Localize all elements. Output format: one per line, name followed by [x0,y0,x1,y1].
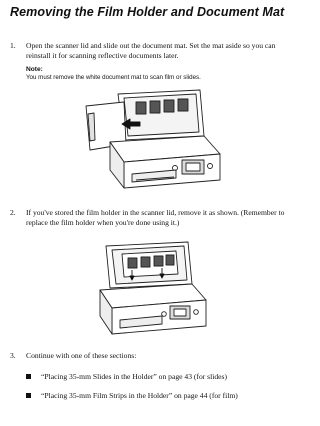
step-3-text: Continue with one of these sections: [26,351,137,360]
section-link-slides-text: “Placing 35-mm Slides in the Holder” on page 43 (for slides) [41,372,228,381]
step-3-number: 3. [10,351,16,360]
step-2-number: 2. [10,208,16,217]
bullet-square-icon [26,374,31,379]
step-1-number: 1. [10,41,16,50]
page-title: Removing the Film Holder and Document Mat [10,5,285,19]
step-1-text: Open the scanner lid and slide out the document mat. Set the mat aside so you can reinstall it for scanning reflective documents later. [26,41,276,60]
scanner-remove-film-holder-illustration [92,240,212,340]
note-label: Note: [26,66,43,73]
bullet-square-icon [26,393,31,398]
note-text: You must remove the white document mat to scan film or slides. [26,74,201,81]
step-2-text: If you've stored the film holder in the scanner lid, remove it as shown. (Remember to replace the film holder when you're done using it.) [26,208,285,227]
section-link-film-text: “Placing 35-mm Film Strips in the Holder” on page 44 (for film) [41,391,238,400]
scanner-remove-document-mat-illustration [80,84,230,194]
